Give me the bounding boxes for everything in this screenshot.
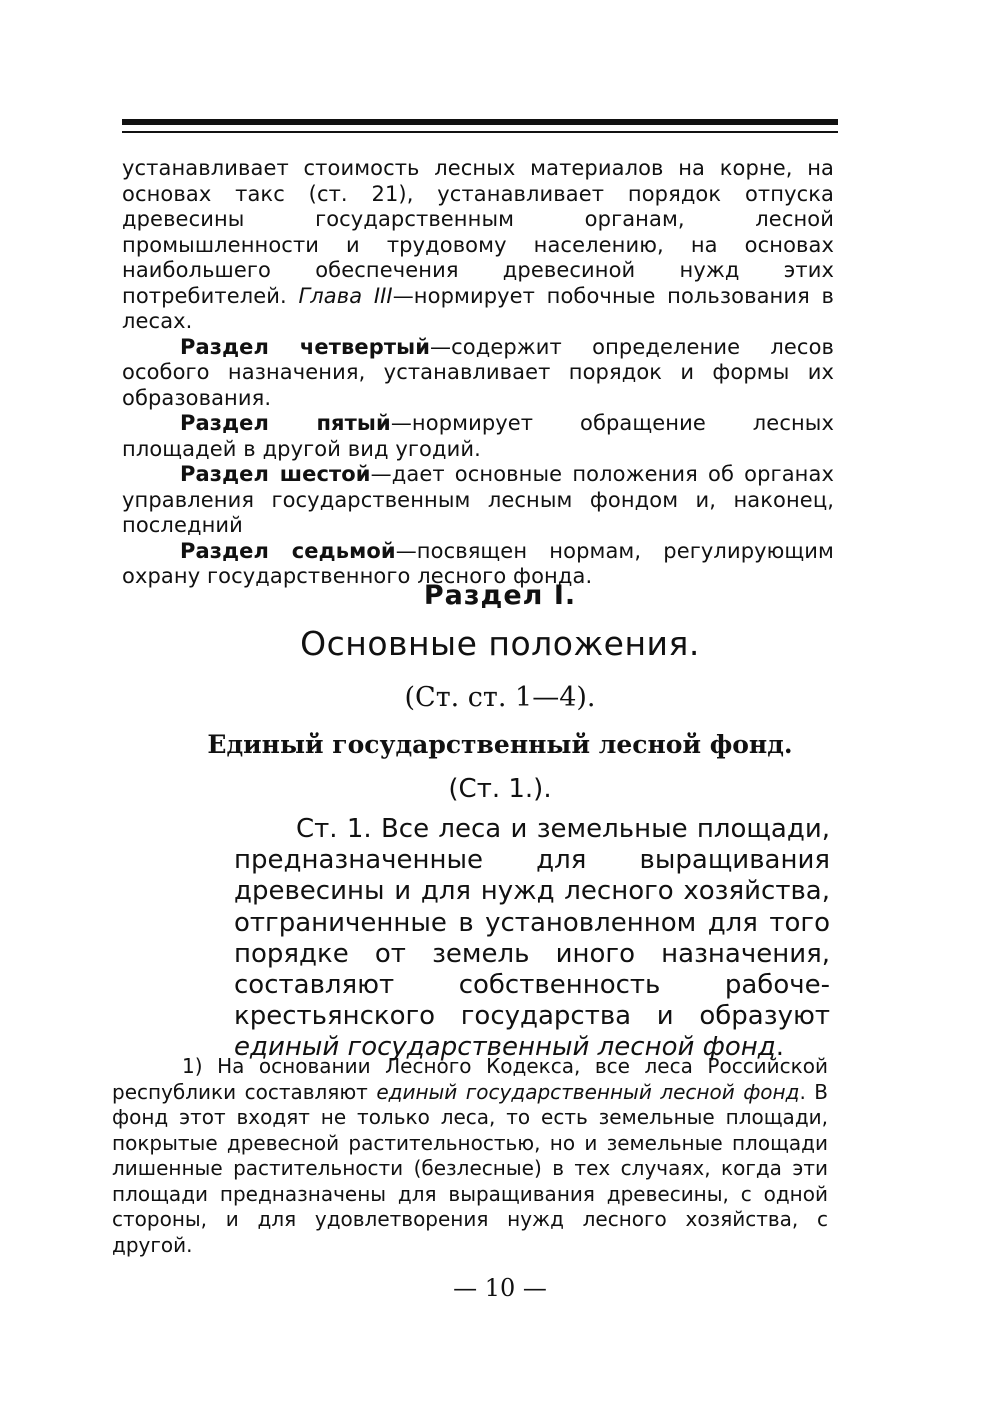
intro-section-4: Раздел четвертый—содержит определение лесов особого назначения, устанавливает порядок и формы их образования. (122, 334, 834, 410)
intro-section-5: Раздел пятый—нормирует обращение лесных площадей в другой вид угодий. (122, 411, 834, 461)
chapter-article-range: (Ст. 1.). (448, 774, 552, 804)
article-1-text: Ст. 1. Все леса и земельные площади, предназначенные для выращивания древесины и для нужд лесного хозяйства, отграниченные в установленном для того порядке от земель иного назначения, составляют собственность рабоче-крестьянского государства и образуют единый государственный лесной фонд. (234, 814, 830, 1063)
note-1: 1) На основании Лесного Кодекса, все леса Российской республики составляют единый государственный лесной фонд. В фонд этот входят не только леса, то есть земельные площади, покрытые древесной растительностью, но и земельные площади лишенные растительности (безлесные) в тех случаях, когда эти площади предназначены для выращивания древесины, с одной стороны, и для удовлетворения нужд лесного хозяйства, с другой. (112, 1054, 829, 1257)
section-6-label: Раздел шестой (180, 462, 371, 486)
intro-text (122, 156, 834, 590)
section-7-label: Раздел седьмой (180, 538, 396, 563)
section-5-label: Раздел пятый (180, 411, 391, 435)
section-4-label: Раздел четвертый (180, 334, 431, 359)
chapter-reference: Глава III (298, 283, 393, 308)
section-subtitle: Основные положения. (300, 624, 700, 663)
header-rule-thin (122, 131, 838, 133)
header-rule-thick (122, 119, 838, 125)
commentary-note (112, 1054, 828, 1258)
intro-paragraph-1: устанавливает стоимость лесных материалов на корне, на основах такс (ст. 21), устанавливает порядок отпуска древесины государственным органам, лесной промышленности и трудовому населению, на основах наибольшего обеспечения древесиной нужд этих потребителей. Глава III—нормирует побочные пользования в лесах. (122, 156, 834, 333)
section-title: Раздел I. (423, 580, 577, 611)
section-article-range: (Ст. ст. 1—4). (404, 682, 596, 713)
chapter-title: Единый государственный лесной фонд. (207, 730, 793, 759)
article-1-emphasis: единый государственный лесной фонд (234, 1032, 776, 1063)
intro-section-6: Раздел шестой—дает основные положения об органах управления государственным лесным фондом и, наконец, последний (122, 462, 834, 537)
note-emphasis: единый государственный лесной фонд (376, 1079, 800, 1104)
intro-section-7: Раздел седьмой—посвящен нормам, регулирующим охрану государственного лесного фонда. (122, 538, 834, 588)
page-number: — 10 — (453, 1274, 547, 1302)
article-1 (234, 814, 830, 1064)
